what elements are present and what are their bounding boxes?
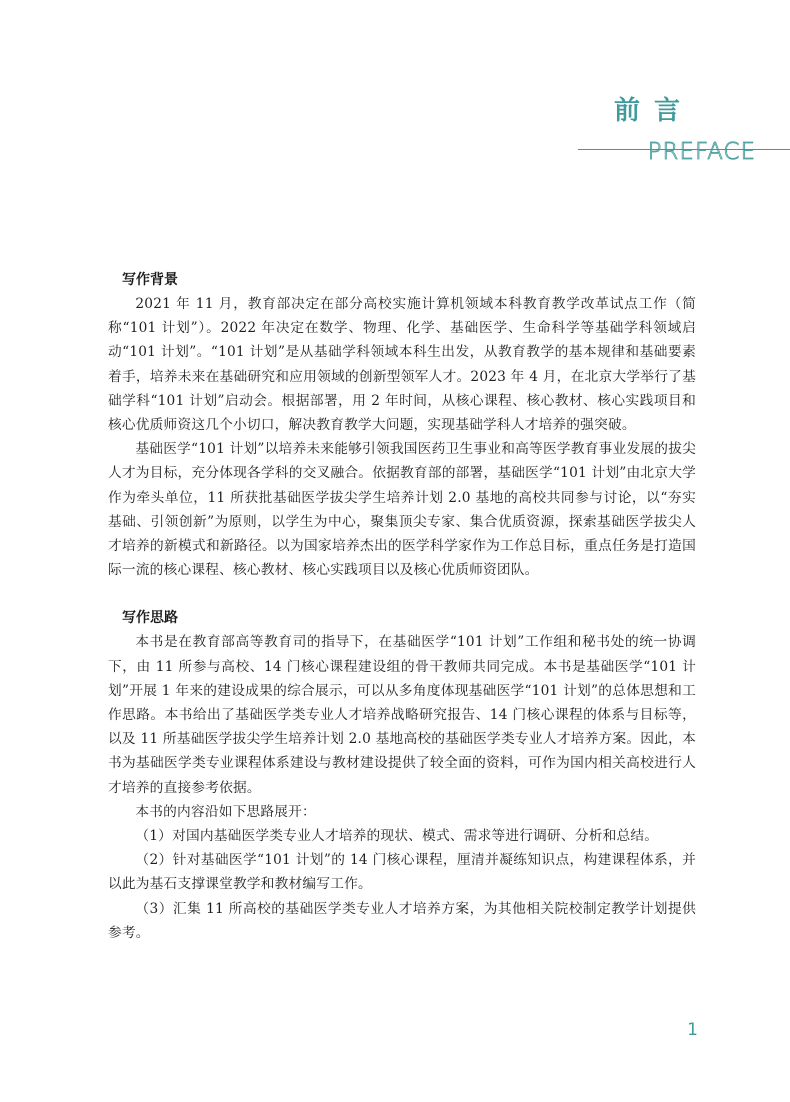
list-item: （1）对国内基础医学类专业人才培养的现状、模式、需求等进行调研、分析和总结。 — [135, 828, 659, 845]
page-number: 1 — [687, 1020, 698, 1040]
page-title: 前言 — [613, 96, 694, 126]
section-writing-background — [108, 268, 696, 582]
section-heading: 写作背景 — [122, 272, 178, 288]
paragraph: 本书是在教育部高等教育司的指导下，在基础医学“101 计划”工作组和秘书处的统一协调下，由 11 所参与高校、14 门核心课程建设组的骨干教师共同完成。本书是基础医学“101 计划”开展 1 年来的建设成果的综合展示，可以从多角度体现基础医学“101 计划”的总体思想和工作思路。本书给出了基础医学类专业人才培养战略研究报告、14 门核心课程的体系与目标等，以及 11 所基础医学拔尖学生培养计划 2.0 基地高校的基础医学类专业人才培养方案。因此，本书为基础医学类专业课程体系建设与教材建设提供了较全面的资料，可作为国内相关高校进行人才培养的直接参考依据。 — [108, 634, 696, 796]
paragraph: 2021 年 11 月，教育部决定在部分高校实施计算机领域本科教育教学改革试点工作（简称“101 计划”）。2022 年决定在数学、物理、化学、基础医学、生命科学等基础学科领域启动“101 计划”。“101 计划”是从基础学科领域本科生出发，从教育教学的基本规律和基础要素着手，培养未来在基础研究和应用领域的创新型领军人才。2023 年 4 月，在北京大学举行了基础学科“101 计划”启动会。根据部署，用 2 年时间，从核心课程、核心教材、核心实践项目和核心优质师资这几个小切口，解决教育教学大问题，实现基础学科人才培养的强突破。 — [108, 296, 696, 434]
page-subtitle: PREFACE — [647, 139, 756, 165]
section-writing-approach — [108, 606, 696, 945]
paragraph: 基础医学“101 计划”以培养未来能够引领我国医药卫生事业和高等医学教育事业发展的拔尖人才为目标，充分体现各学科的交叉融合。依据教育部的部署，基础医学“101 计划”由北京大学作为牵头单位，11 所获批基础医学拔尖学生培养计划 2.0 基地的高校共同参与讨论，以“夯实基础、引领创新”为原则，以学生为中心，聚集顶尖专家、集合优质资源，探索基础医学拔尖人才培养的新模式和新路径。以为国家培养杰出的医学科学家作为工作总目标，重点任务是打造国际一流的核心课程、核心教材、核心实践项目以及核心优质师资团队。 — [108, 441, 696, 579]
page-header — [0, 0, 790, 180]
list-item: （3）汇集 11 所高校的基础医学类专业人才培养方案，为其他相关院校制定教学计划提供参考。 — [108, 900, 696, 941]
section-heading: 写作思路 — [122, 610, 178, 627]
list-item: （2）针对基础医学“101 计划”的 14 门核心课程，厘清并凝练知识点，构建课程体系，并以此为基石支撑课堂教学和教材编写工作。 — [108, 852, 696, 893]
paragraph: 本书的内容沿如下思路展开： — [135, 803, 316, 820]
main-content — [108, 268, 696, 945]
